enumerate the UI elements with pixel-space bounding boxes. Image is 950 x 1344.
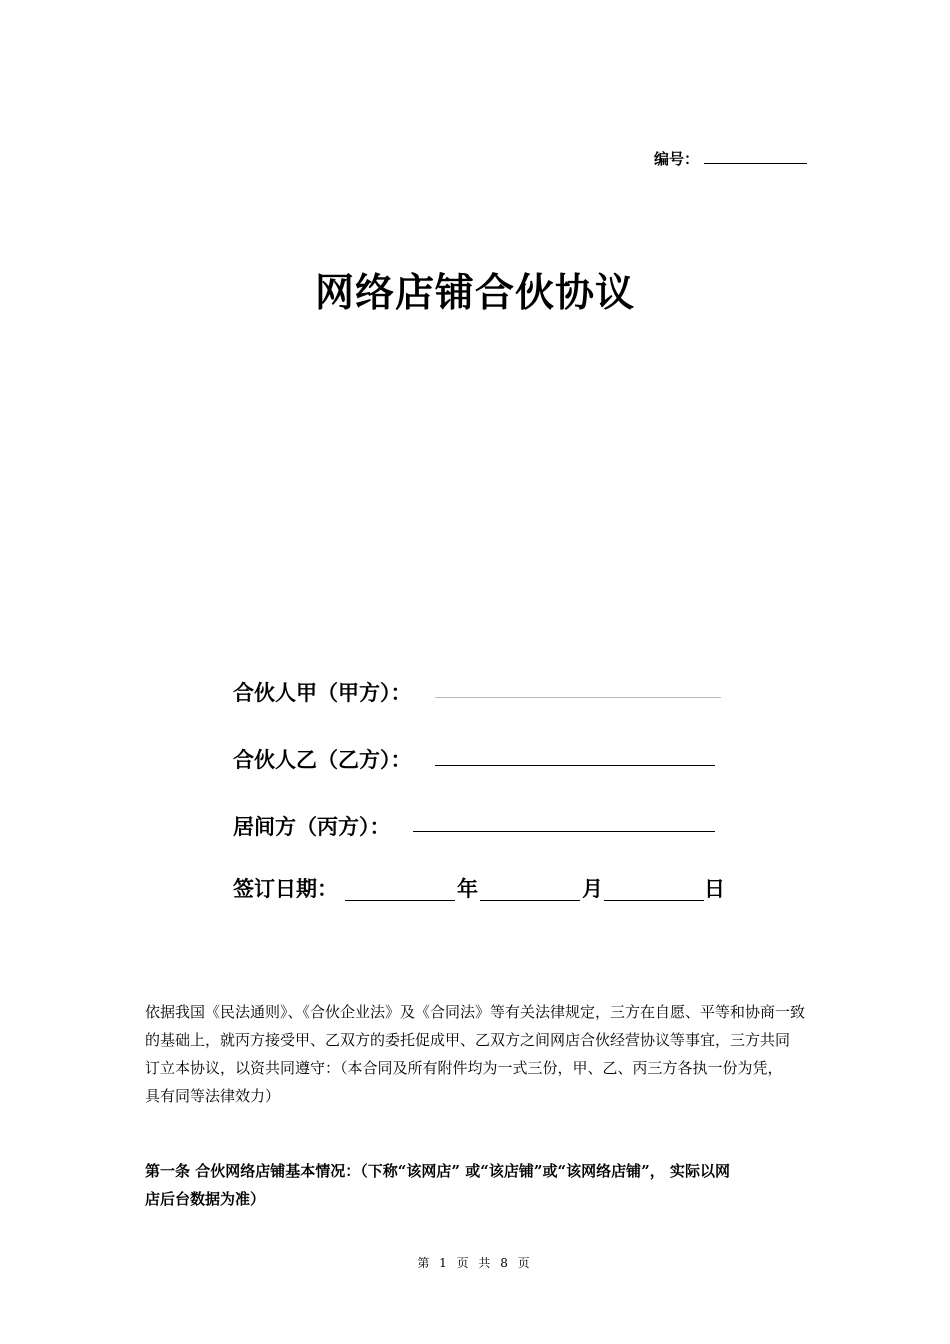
party-c-label: 居间方（丙方）： — [233, 814, 391, 839]
preamble-line: 具有同等法律效力） — [145, 1087, 281, 1105]
party-a-blank — [435, 697, 721, 698]
article-1-line: 店后台数据为准） — [145, 1190, 266, 1208]
sign-date-day: 日 — [704, 876, 725, 901]
sign-date-month-blank — [480, 900, 580, 901]
sign-date-year-blank — [345, 900, 455, 901]
party-b-label: 合伙人乙（乙方）： — [233, 747, 412, 772]
page-footer: 第 1 页 共 8 页 — [417, 1256, 533, 1270]
sign-date-month: 月 — [582, 876, 603, 901]
preamble-paragraph — [145, 998, 807, 1110]
article-1-heading — [145, 1157, 807, 1213]
party-c-blank — [413, 831, 715, 832]
article-1-line: 第一条 合伙网络店铺基本情况：（下称“该网店” 或“该店铺”或“该网络店铺”， 实际以网 — [145, 1162, 730, 1180]
party-a-label: 合伙人甲（甲方）： — [233, 680, 412, 705]
preamble-line: 依据我国《民法通则》、《合伙企业法》及《合同法》等有关法律规定，三方在自愿、平等和协商一致 — [145, 1003, 806, 1021]
document-title: 网络店铺合伙协议 — [314, 270, 635, 316]
serial-number-label: 编号： — [654, 150, 700, 168]
preamble-line: 的基础上，就丙方接受甲、乙双方的委托促成甲、乙双方之间网店合伙经营协议等事宜，三方共同 — [145, 1031, 791, 1049]
sign-date-year: 年 — [457, 876, 478, 901]
sign-date-day-blank — [604, 900, 704, 901]
serial-number-blank — [704, 163, 807, 164]
party-b-blank — [435, 765, 715, 766]
sign-date-label: 签订日期： — [233, 876, 338, 901]
preamble-line: 订立本协议，以资共同遵守：（本合同及所有附件均为一式三份，甲、乙、丙三方各执一份为凭， — [145, 1059, 783, 1077]
